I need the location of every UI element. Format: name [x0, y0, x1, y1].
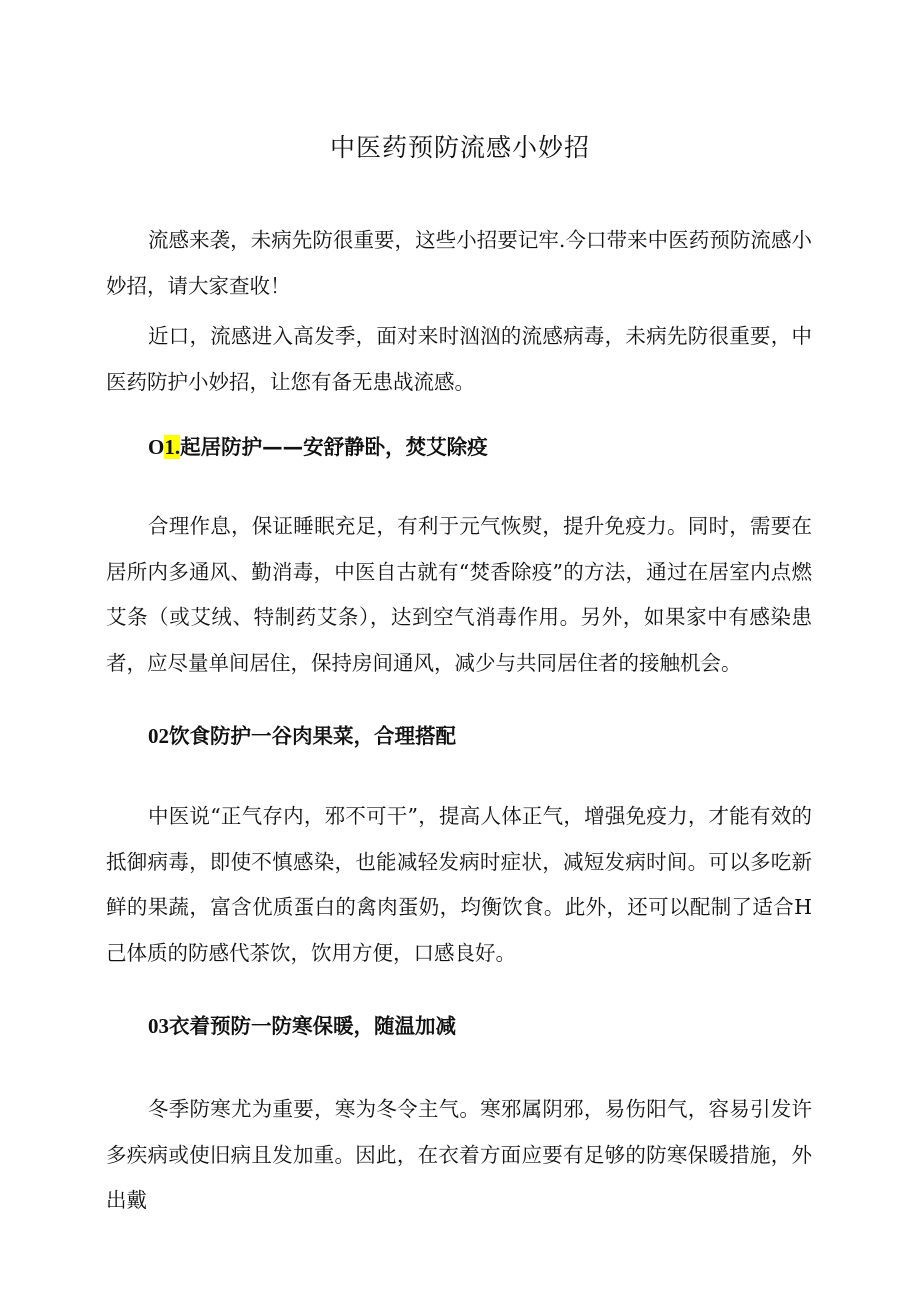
- section-3-title: 衣着预防一防寒保暖，随温加减: [169, 1014, 456, 1038]
- section-2-body: 中医说“正气存内，邪不可干”，提高人体正气，增强免疫力，才能有效的抵御病毒，即使不慎感染，也能减轻发病时症状，减短发病时间。可以多吃新鲜的果蔬，富含优质蛋白的禽肉蛋奶，均衡饮食。此外，还可以配制了适合H己体质的防感代茶饮，饮用方便，口感良好。: [106, 804, 812, 965]
- section-1-body: 合理作息，保证睡眠充足，有利于元气恢熨，提升免疫力。同时，需要在居所内多通风、勤消毒，中医自古就有“焚香除疫”的方法，通过在居室内点燃艾条（或艾绒、特制药艾条），达到空气消毒作用。另外，如果家中有感染患者，应尽量单间居住，保持房间通风，减少与共同居住者的接触机会。: [106, 514, 812, 675]
- section-2-title: 饮食防护一谷肉果菜，合理搭配: [169, 724, 456, 748]
- section-1-number: O: [148, 435, 165, 459]
- section-2-number: 02: [148, 724, 169, 748]
- intro-paragraph-2: 近口，流感进入高发季，面对来时汹汹的流感病毒，未病先防很重要，中医药防护小妙招，让您有备无患战流感。: [106, 324, 812, 394]
- section-3-body: 冬季防寒尤为重要，寒为冬令主气。寒邪属阴邪，易伤阳气，容易引发许多疾病或使旧病且发加重。因此，在衣着方面应要有足够的防寒保暖措施，外出戴: [106, 1097, 812, 1212]
- section-1-title: 起居防护——安舒静卧，焚艾除疫: [180, 435, 488, 459]
- section-3-number: 03: [148, 1014, 169, 1038]
- document-title: 中医药预防流感小妙招: [329, 133, 590, 162]
- intro-paragraph-1: 流感来袭，未病先防很重要，这些小招要记牢.今口带来中医药预防流感小妙招，请大家查收！: [106, 228, 812, 298]
- section-1-number-highlight: 1.: [164, 435, 181, 459]
- section-1-heading: [148, 430, 488, 464]
- section-3-heading: [148, 1009, 456, 1043]
- section-2-heading: [148, 719, 456, 753]
